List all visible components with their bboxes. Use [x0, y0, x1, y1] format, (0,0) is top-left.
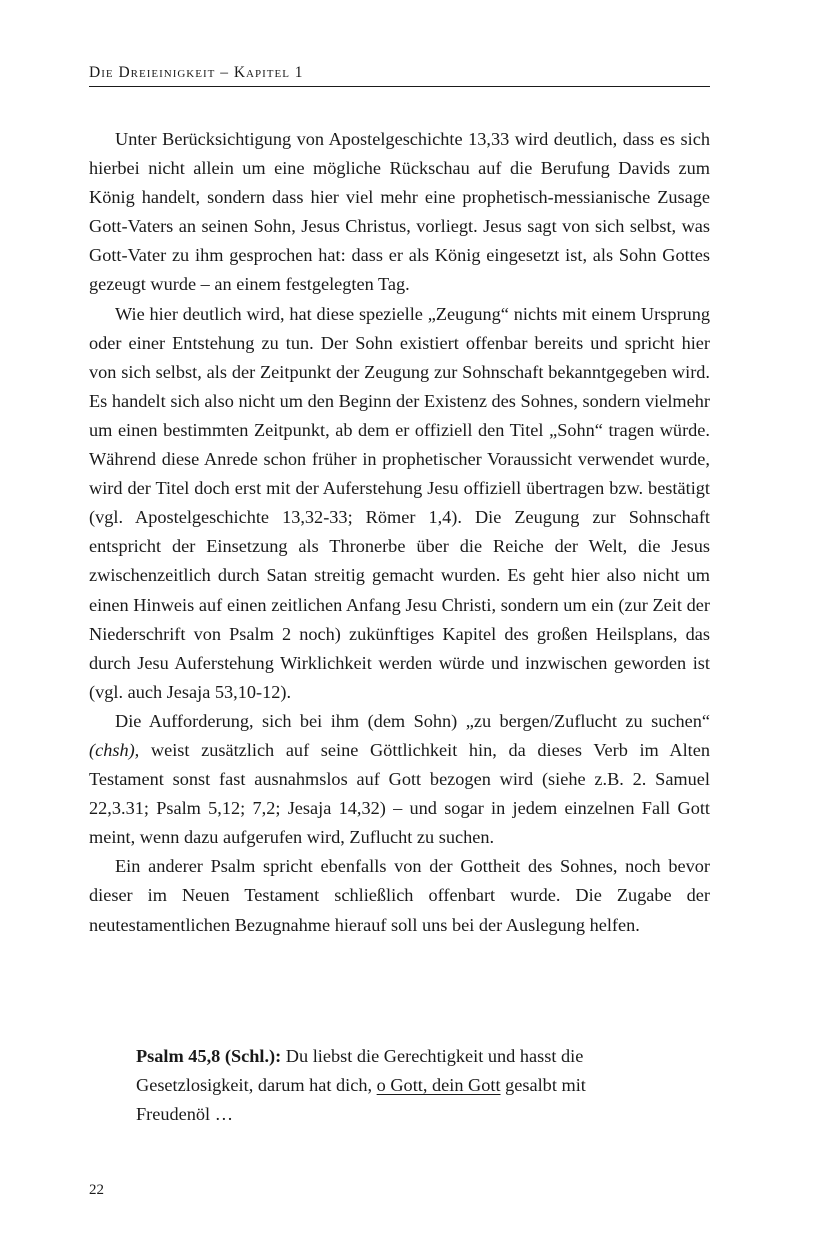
quote-reference: Psalm 45,8 (Schl.):: [136, 1046, 282, 1066]
paragraph-2: Wie hier deutlich wird, hat diese spezielle „Zeugung“ nichts mit einem Ursprung oder einer Entstehung zu tun. Der Sohn existiert offenbar bereits und spricht hier von sich selbst, als der Zeitpunkt der Zeugung zur Sohnschaft bekanntgegeben wird. Es handelt sich also nicht um den Beginn der Existenz des Sohnes, sondern vielmehr um einen bestimmten Zeitpunkt, ab dem er offiziell den Titel „Sohn“ tragen würde. Während diese Anrede schon früher in prophetischer Voraussicht verwendet wurde, wird der Titel doch erst mit der Auferstehung Jesu offiziell übertragen bzw. bestätigt (vgl. Apostelgeschichte 13,32-33; Römer 1,4). Die Zeugung zur Sohnschaft entspricht der Einsetzung als Thronerbe über die Reiche der Welt, die Jesus zwischenzeitlich durch Satan streitig gemacht wurden. Es geht hier also nicht um einen Hinweis auf einen zeitlichen Anfang Jesu Christi, sondern um ein (zur Zeit der Niederschrift von Psalm 2 noch) zukünftiges Kapitel des großen Heilsplans, das durch Jesu Auferstehung Wirklichkeit werden würde und inzwischen geworden ist (vgl. auch Jesaja 53,10-12).: [89, 303, 710, 702]
paragraph-3-text-end: weist zusätzlich auf seine Göttlichkeit hin, da dieses Verb im Alten Testament sonst fast ausnahmslos auf Gott bezogen wird (siehe z.B. 2. Samuel 22,3.31; Psalm 5,12; 7,2; Jesaja 14,32) – und sogar in jedem einzelnen Fall Gott meint, wenn dazu aufgerufen wird, Zuflucht zu suchen.: [89, 739, 710, 848]
quote-text-end: gesalbt mit Freudenöl …: [136, 1075, 586, 1125]
quote-text-start: Du liebst die Gerechtigkeit und hasst die Gesetzlosigkeit, darum hat dich,: [136, 1046, 584, 1096]
paragraph-4: Ein anderer Psalm spricht ebenfalls von der Gottheit des Sohnes, noch bevor dieser im Neuen Testament schließlich offenbart wurde. Die Zugabe der neutestamentlichen Bezugnahme hierauf soll uns bei der Auslegung helfen.: [89, 856, 710, 935]
scripture-quote: [136, 1042, 664, 1129]
running-head: Die Dreieinigkeit – Kapitel 1: [89, 62, 710, 87]
page-number: 22: [89, 1182, 104, 1198]
quote-emphasis: o Gott, dein Gott: [376, 1075, 501, 1096]
paragraph-3-text-start: Die Aufforderung, sich bei ihm (dem Sohn) „zu bergen/Zuflucht zu suchen“: [115, 710, 710, 731]
body-text: [89, 125, 710, 940]
paragraph-1: Unter Berücksichtigung von Apostelgeschichte 13,33 wird deutlich, dass es sich hierbei nicht allein um eine mögliche Rückschau auf die Berufung Davids zum König handelt, sondern dass hier viel mehr eine prophetisch-messianische Zusage Gott-Vaters an seinen Sohn, Jesus Christus, vorliegt. Jesus sagt von sich selbst, was Gott-Vater zu ihm gesprochen hat: dass er als König eingesetzt ist, als Sohn Gottes gezeugt wurde – an einem festgelegten Tag.: [89, 129, 710, 295]
transliteration-chsh: (chsh),: [89, 739, 140, 760]
paragraph-3: [89, 707, 710, 852]
